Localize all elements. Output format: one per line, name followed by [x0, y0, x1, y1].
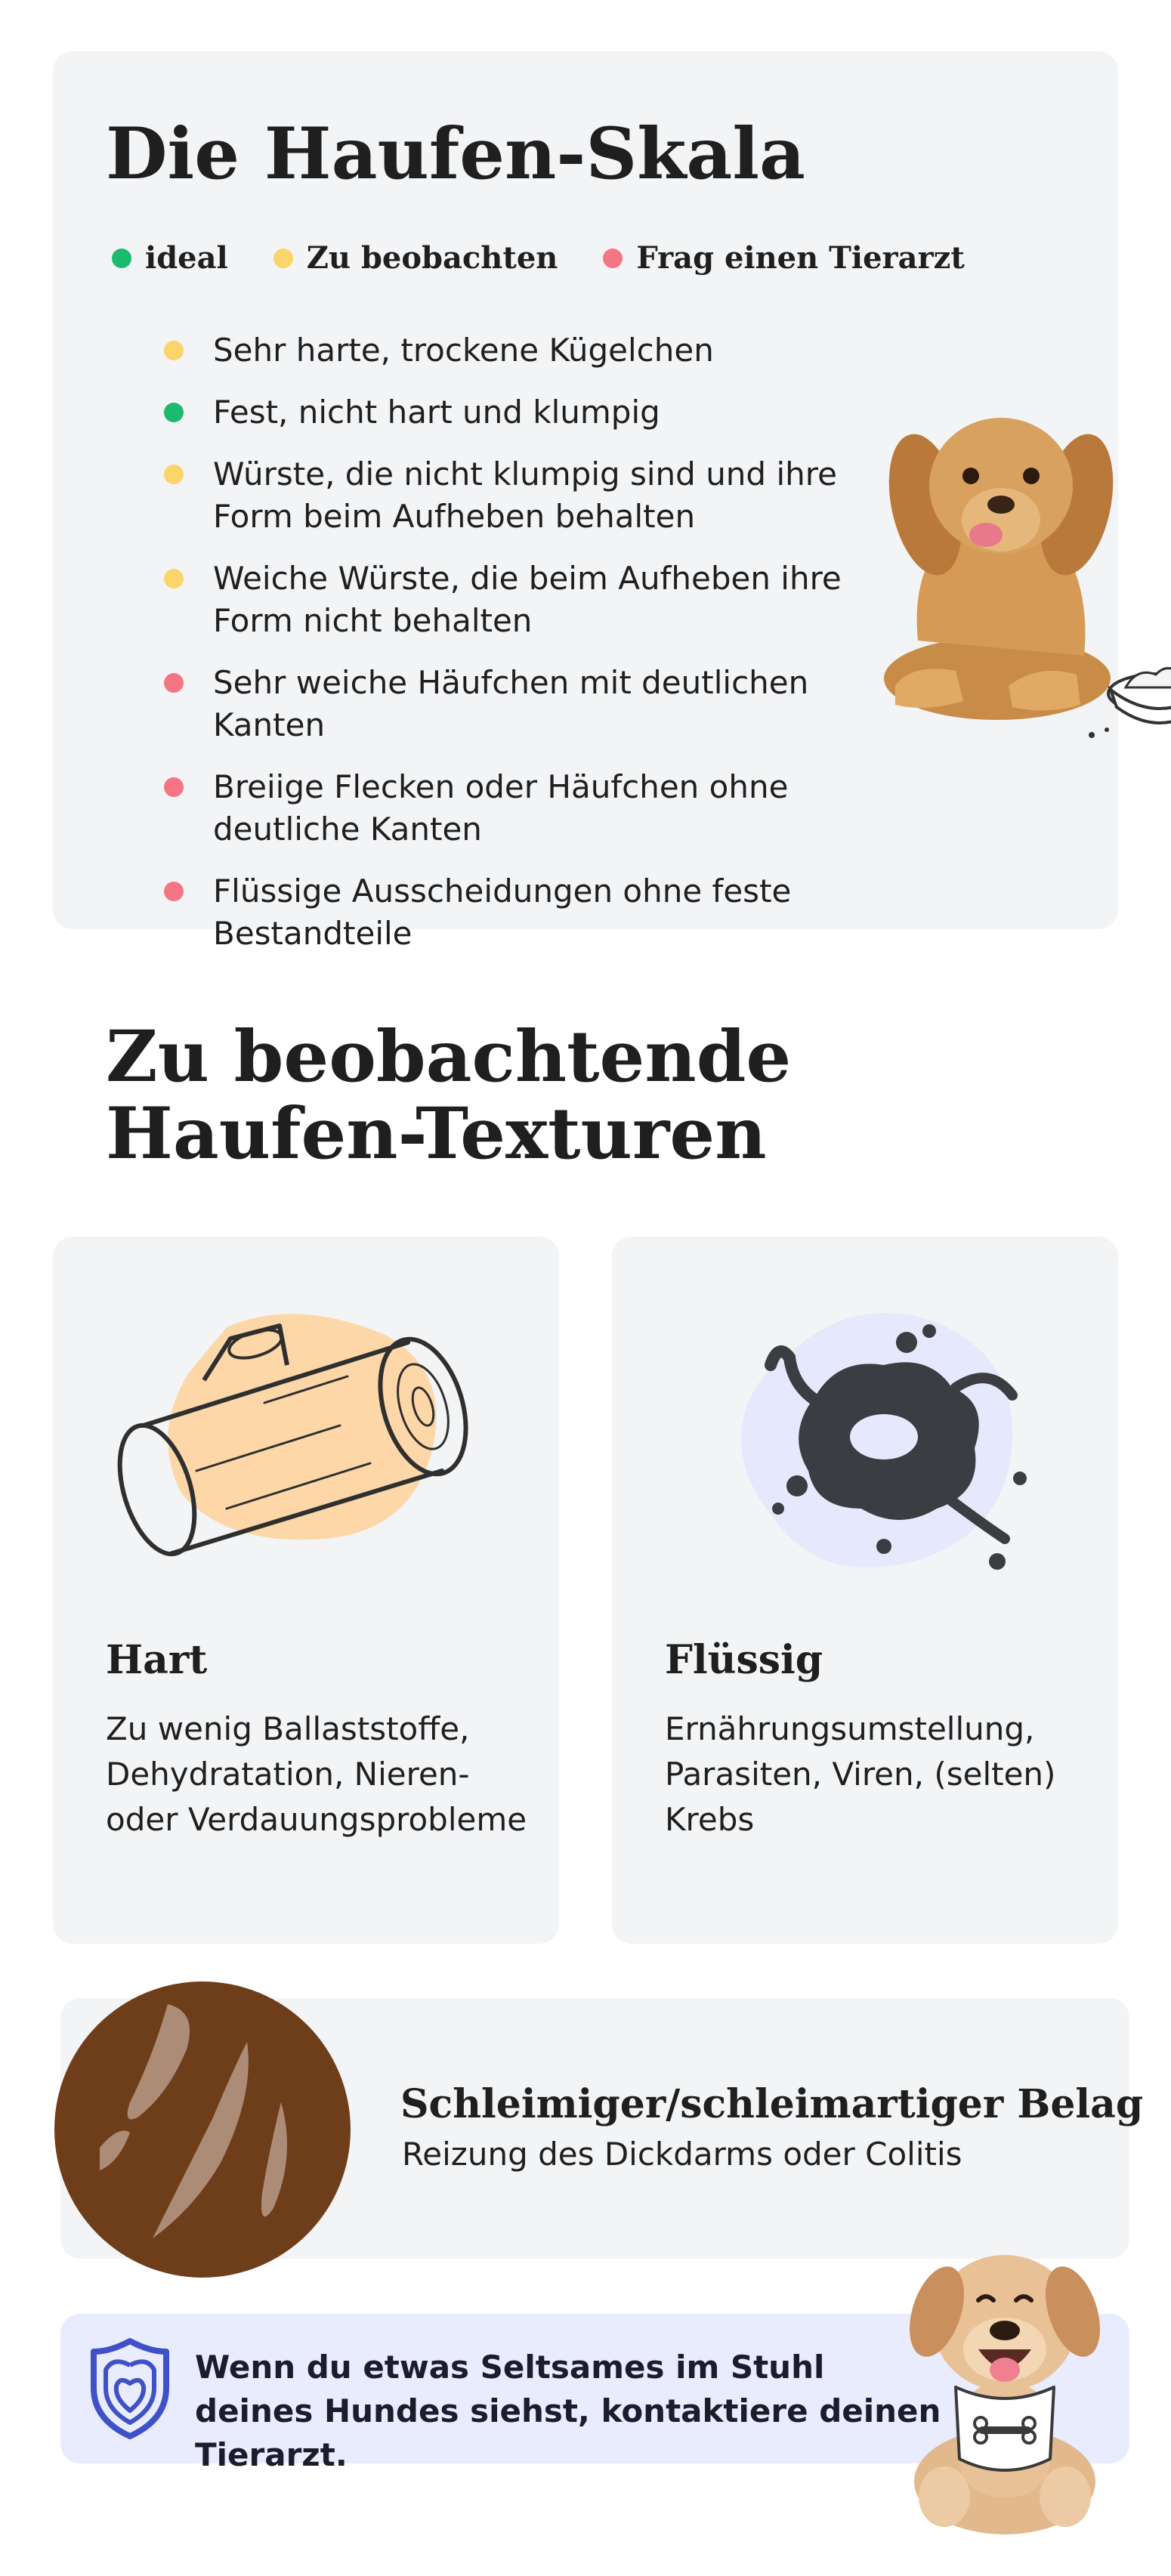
yellow-dot-icon: [164, 341, 184, 360]
red-dot-icon: [603, 249, 623, 268]
yellow-dot-icon: [164, 569, 184, 588]
list-item-text: Würste, die nicht klumpig sind und ihre Form beim Aufheben behalten: [213, 456, 837, 535]
list-item-text: Fest, nicht hart und klumpig: [213, 394, 660, 431]
list-item-text: Sehr harte, trockene Kügelchen: [213, 332, 714, 369]
list-item: [113, 391, 899, 434]
list-item: [113, 662, 899, 746]
card-text: Zu wenig Ballaststoffe, Dehydratation, Nieren- oder Verdauungsprobleme: [106, 1710, 527, 1838]
list-item: [113, 329, 899, 372]
red-dot-icon: [164, 777, 184, 797]
legend-label: ideal: [145, 240, 228, 276]
card-heading: Hart: [106, 1637, 208, 1683]
list-item-text: Weiche Würste, die beim Aufheben ihre Form nicht behalten: [213, 560, 842, 639]
legend-item-ideal: [112, 240, 228, 276]
scale-card: [53, 51, 1118, 952]
texture-card-fluessig: [612, 1237, 1118, 1944]
yellow-dot-icon: [164, 465, 184, 484]
red-dot-icon: [164, 882, 184, 901]
notice-text: Wenn du etwas Seltsames im Stuhl deines Hundes siehst, kontaktiere deinen Tierarzt.: [195, 2349, 941, 2473]
slime-text: Reizung des Dickdarms oder Colitis: [402, 2136, 962, 2173]
card-text: Ernährungsumstellung, Parasiten, Viren, (selten) Krebs: [665, 1710, 1056, 1838]
card-heading: Flüssig: [665, 1637, 823, 1683]
shield-heart-icon: [89, 2337, 171, 2441]
list-item: [113, 870, 899, 955]
list-item: [113, 453, 899, 538]
puppy-with-bib-illustration: [891, 2210, 1118, 2542]
list-item: [113, 558, 899, 642]
yellow-dot-icon: [273, 249, 293, 268]
green-dot-icon: [112, 249, 131, 268]
textures-title: [106, 1015, 792, 1175]
slime-heading: Schleimiger/schleimartiger Belag: [400, 2081, 1144, 2127]
legend-label: Zu beobachten: [306, 240, 558, 276]
scale-list: [113, 329, 899, 974]
scale-title: Die Haufen-Skala: [106, 113, 805, 196]
legend: [112, 240, 1010, 276]
slime-ball-icon: [54, 1981, 351, 2278]
green-dot-icon: [164, 403, 184, 422]
legend-item-watch: [273, 240, 558, 276]
textures-title-line1: Zu beobachtende: [106, 1015, 792, 1098]
legend-item-vet: [603, 240, 964, 276]
list-item-text: Breiige Flecken oder Häufchen ohne deutliche Kanten: [213, 768, 789, 848]
list-item: [113, 766, 899, 851]
log-icon: [98, 1282, 521, 1599]
legend-label: Frag einen Tierarzt: [636, 240, 965, 276]
list-item-text: Sehr weiche Häufchen mit deutlichen Kanten: [213, 664, 809, 743]
splash-icon: [657, 1282, 1080, 1599]
red-dot-icon: [164, 673, 184, 693]
texture-card-hart: [53, 1237, 559, 1944]
dog-with-bowl-illustration: [865, 414, 1171, 746]
textures-title-line2: Haufen-Texturen: [106, 1092, 767, 1175]
list-item-text: Flüssige Ausscheidungen ohne feste Bestandteile: [213, 873, 792, 952]
